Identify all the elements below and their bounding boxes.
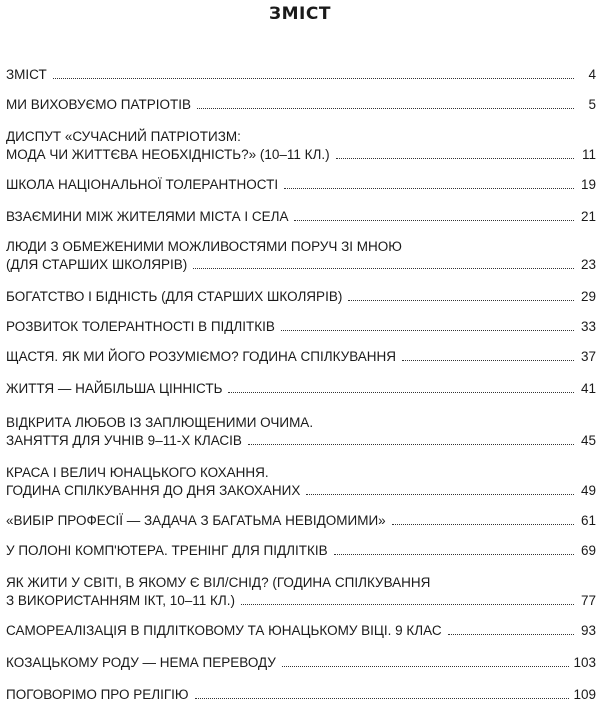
dot-leader [248, 444, 574, 445]
toc-page-number: 11 [581, 147, 596, 162]
toc-entry[interactable] [6, 574, 596, 609]
toc-entry[interactable] [6, 464, 596, 499]
toc-page-number: 21 [580, 209, 596, 224]
toc-entry-title-line: (ДЛЯ СТАРШИХ ШКОЛЯРІВ) [6, 257, 188, 272]
toc-entry-last-line [6, 686, 596, 703]
toc-entry-title-line: ЯК ЖИТИ У СВІТІ, В ЯКОМУ Є ВІЛ/СНІД? (ГОДИНА СПІЛКУВАННЯ [6, 575, 431, 590]
dot-leader [193, 268, 574, 269]
toc-page-number: 23 [580, 257, 596, 272]
toc-entry-title-line: МИ ВИХОВУЄМО ПАТРІОТІВ [6, 97, 191, 112]
toc-entry[interactable] [6, 686, 596, 703]
toc-entry[interactable] [6, 512, 596, 529]
dot-leader [448, 634, 574, 635]
toc-entry-title-line: ЗМІСТ [6, 67, 47, 82]
toc-entry-last-line [6, 256, 596, 273]
toc-page-number: 19 [580, 177, 596, 192]
toc-entry-last-line [6, 542, 596, 559]
toc-entry[interactable] [6, 208, 596, 225]
toc-entry-title-line: З ВИКОРИСТАННЯМ ІКТ, 10–11 КЛ.) [6, 593, 236, 608]
toc-entry-title-line: САМОРЕАЛІЗАЦІЯ В ПІДЛІТКОВОМУ ТА ЮНАЦЬКОМУ ВІЦІ. 9 КЛАС [6, 623, 442, 638]
dot-leader [402, 360, 574, 361]
toc-entry-title-line: ВЗАЄМИНИ МІЖ ЖИТЕЛЯМИ МІСТА І СЕЛА [6, 209, 289, 224]
toc-entry-title-line: КРАСА І ВЕЛИЧ ЮНАЦЬКОГО КОХАННЯ. [6, 465, 269, 480]
toc-entry-title-line: РОЗВИТОК ТОЛЕРАНТНОСТІ В ПІДЛІТКІВ [6, 319, 275, 334]
toc-entry-last-line [6, 318, 596, 335]
toc-page-number: 69 [580, 543, 596, 558]
dot-leader [284, 188, 574, 189]
toc-entry[interactable] [6, 238, 596, 273]
toc-entry-last-line [6, 622, 596, 639]
dot-leader [348, 300, 574, 301]
toc-entry[interactable] [6, 654, 596, 671]
toc-entry-title-line: ПОГОВОРІМО ПРО РЕЛІГІЮ [6, 687, 189, 702]
toc-entry-last-line [6, 482, 596, 499]
toc-entry-title-line: ДИСПУТ «СУЧАСНИЙ ПАТРІОТИЗМ: [6, 129, 241, 144]
toc-entry-last-line [6, 176, 596, 193]
toc-entry-title-line: У ПОЛОНІ КОМП'ЮТЕРА. ТРЕНІНГ ДЛЯ ПІДЛІТКІВ [6, 543, 328, 558]
dot-leader [334, 554, 574, 555]
dot-leader [281, 330, 574, 331]
toc-entry-last-line [6, 146, 596, 163]
toc-page-number: 41 [580, 381, 596, 396]
toc-entry[interactable] [6, 66, 596, 83]
dot-leader [195, 698, 570, 699]
toc-entry[interactable] [6, 348, 596, 365]
dot-leader [294, 220, 574, 221]
toc-entry-last-line [6, 512, 596, 529]
toc-page-number: 77 [580, 593, 596, 608]
toc-page-number: 29 [580, 289, 596, 304]
toc-entry-last-line [6, 288, 596, 305]
dot-leader [241, 604, 574, 605]
toc-entry-title-line: ВІДКРИТА ЛЮБОВ ІЗ ЗАПЛЮЩЕНИМИ ОЧИМА. [6, 415, 314, 430]
dot-leader [336, 158, 574, 159]
toc-entry-last-line [6, 208, 596, 225]
toc-entry[interactable] [6, 542, 596, 559]
toc-entry-title-line: ШКОЛА НАЦІОНАЛЬНОЇ ТОЛЕРАНТНОСТІ [6, 177, 279, 192]
dot-leader [306, 494, 574, 495]
toc-page-number: 109 [573, 687, 596, 702]
dot-leader [282, 666, 570, 667]
toc-entry[interactable] [6, 128, 596, 163]
toc-entry[interactable] [6, 380, 596, 397]
toc-entry[interactable] [6, 288, 596, 305]
toc-entry-last-line [6, 66, 596, 83]
toc-entry-title-line: ГОДИНА СПІЛКУВАННЯ ДО ДНЯ ЗАКОХАНИХ [6, 483, 301, 498]
toc-entry[interactable] [6, 622, 596, 639]
toc-entry-title-line: «ВИБІР ПРОФЕСІЇ — ЗАДАЧА З БАГАТЬМА НЕВІДОМИМИ» [6, 513, 386, 528]
toc-entry[interactable] [6, 96, 596, 113]
toc-page-number: 33 [580, 319, 596, 334]
dot-leader [197, 108, 574, 109]
dot-leader [53, 78, 574, 79]
toc-entry-title-line: БОГАТСТВО І БІДНІСТЬ (ДЛЯ СТАРШИХ ШКОЛЯРІВ) [6, 289, 343, 304]
toc-page-number: 45 [580, 433, 596, 448]
toc-entry-title-line: ЛЮДИ З ОБМЕЖЕНИМИ МОЖЛИВОСТЯМИ ПОРУЧ ЗІ МНОЮ [6, 239, 402, 254]
toc-page-number: 103 [573, 655, 596, 670]
dot-leader [228, 392, 574, 393]
toc-entry[interactable] [6, 318, 596, 335]
toc-page-number: 93 [580, 623, 596, 638]
toc-entry-last-line [6, 380, 596, 397]
toc-page-number: 37 [580, 349, 596, 364]
toc-entry-title-line: МОДА ЧИ ЖИТТЄВА НЕОБХІДНІСТЬ?» (10–11 КЛ.) [6, 147, 330, 162]
toc-entry[interactable] [6, 176, 596, 193]
toc-entry-title-line: ЖИТТЯ — НАЙБІЛЬША ЦІННІСТЬ [6, 381, 223, 396]
toc-entry-last-line [6, 96, 596, 113]
toc-entry[interactable] [6, 414, 596, 449]
page-title: ЗМІСТ [269, 4, 331, 24]
toc-page-number: 49 [580, 483, 596, 498]
toc-entry-last-line [6, 654, 596, 671]
toc-entry-title-line: ЗАНЯТТЯ ДЛЯ УЧНІВ 9–11-Х КЛАСІВ [6, 433, 242, 448]
toc-page-number: 4 [588, 67, 596, 82]
toc-entry-title-line: ЩАСТЯ. ЯК МИ ЙОГО РОЗУМІЄМО? ГОДИНА СПІЛКУВАННЯ [6, 349, 396, 364]
toc-entry-last-line [6, 592, 596, 609]
toc-entry-last-line [6, 348, 596, 365]
toc-entry-title-line: КОЗАЦЬКОМУ РОДУ — НЕМА ПЕРЕВОДУ [6, 655, 276, 670]
dot-leader [392, 524, 574, 525]
toc-page-number: 61 [580, 513, 596, 528]
toc-entry-last-line [6, 432, 596, 449]
toc-page-number: 5 [588, 97, 596, 112]
